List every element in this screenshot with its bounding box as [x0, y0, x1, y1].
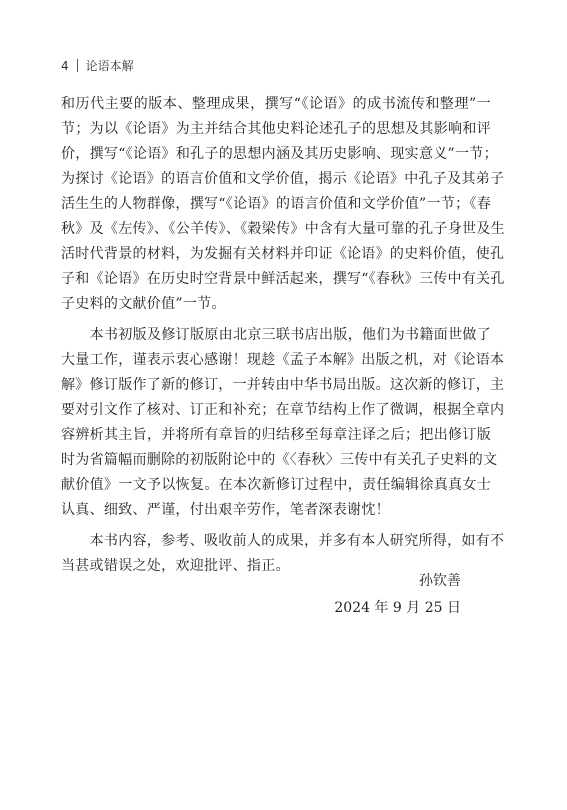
text-line: 和历代主要的版本、整理成果，撰写“《论语》的成书流传和整理”一: [61, 96, 491, 112]
signature-date: 2024 年 9 月 25 日: [334, 600, 461, 616]
paragraph-1: [61, 92, 505, 317]
header-divider: [77, 59, 78, 72]
text-line: 容辨析其主旨，并将所有章旨的归结移至每章注译之后；把出修订版: [61, 427, 491, 443]
text-line: 活生生的人物群像，撰写“《论语》的语言价值和文学价值”一节；《春: [61, 196, 491, 212]
text-line: 献价值》一文予以恢复。在本次新修订过程中，责任编辑徐真真女士: [61, 477, 491, 493]
text-line: 当甚或错误之处，欢迎批评、指正。: [61, 558, 290, 574]
text-line: 节；为以《论语》为主并结合其他史料论述孔子的思想及其影响和评: [61, 121, 491, 137]
text-line: 本书初版及修订版原由北京三联书店出版，他们为书籍面世做了: [61, 327, 491, 343]
text-line: 认真、细致、严谨，付出艰辛劳作，笔者深表谢忱！: [61, 502, 390, 518]
text-line: 解》修订版作了新的修订，一并转由中华书局出版。这次新的修订，主: [61, 377, 505, 393]
text-line: 为探讨《论语》的语言价值和文学价值，揭示《论语》中孔子及其弟子: [61, 171, 505, 187]
text-line: 活时代背景的材料，为发掘有关材料并印证《论语》的史料价值，使孔: [61, 246, 505, 262]
body-text: [61, 92, 505, 579]
running-header: [61, 57, 134, 74]
page-number: 4: [61, 58, 69, 73]
text-line: 秋》及《左传》、《公羊传》、《穀梁传》中含有大量可靠的孔子身世及生: [61, 221, 505, 237]
text-line: 本书内容，参考、吸收前人的成果，并多有本人研究所得，如有不: [61, 533, 505, 549]
text-line: 子史料的文献价值”一节。: [61, 296, 226, 312]
signature-author: 孙钦善: [419, 573, 461, 589]
text-line: 要对引文作了核对、订正和补充；在章节结构上作了微调，根据全章内: [61, 402, 505, 418]
text-line: 子和《论语》在历史时空背景中鲜活起来，撰写“《春秋》三传中有关孔: [61, 271, 505, 287]
text-line: 价，撰写“《论语》和孔子的思想内涵及其历史影响、现实意义”一节；: [61, 146, 498, 162]
book-title: 论语本解: [85, 59, 134, 73]
text-line: 大量工作，谨表示衷心感谢！现趁《孟子本解》出版之机，对《论语本: [61, 352, 505, 368]
paragraph-2: [61, 323, 505, 523]
text-line: 时为省篇幅而删除的初版附论中的《〈春秋〉三传中有关孔子史料的文: [61, 452, 498, 468]
